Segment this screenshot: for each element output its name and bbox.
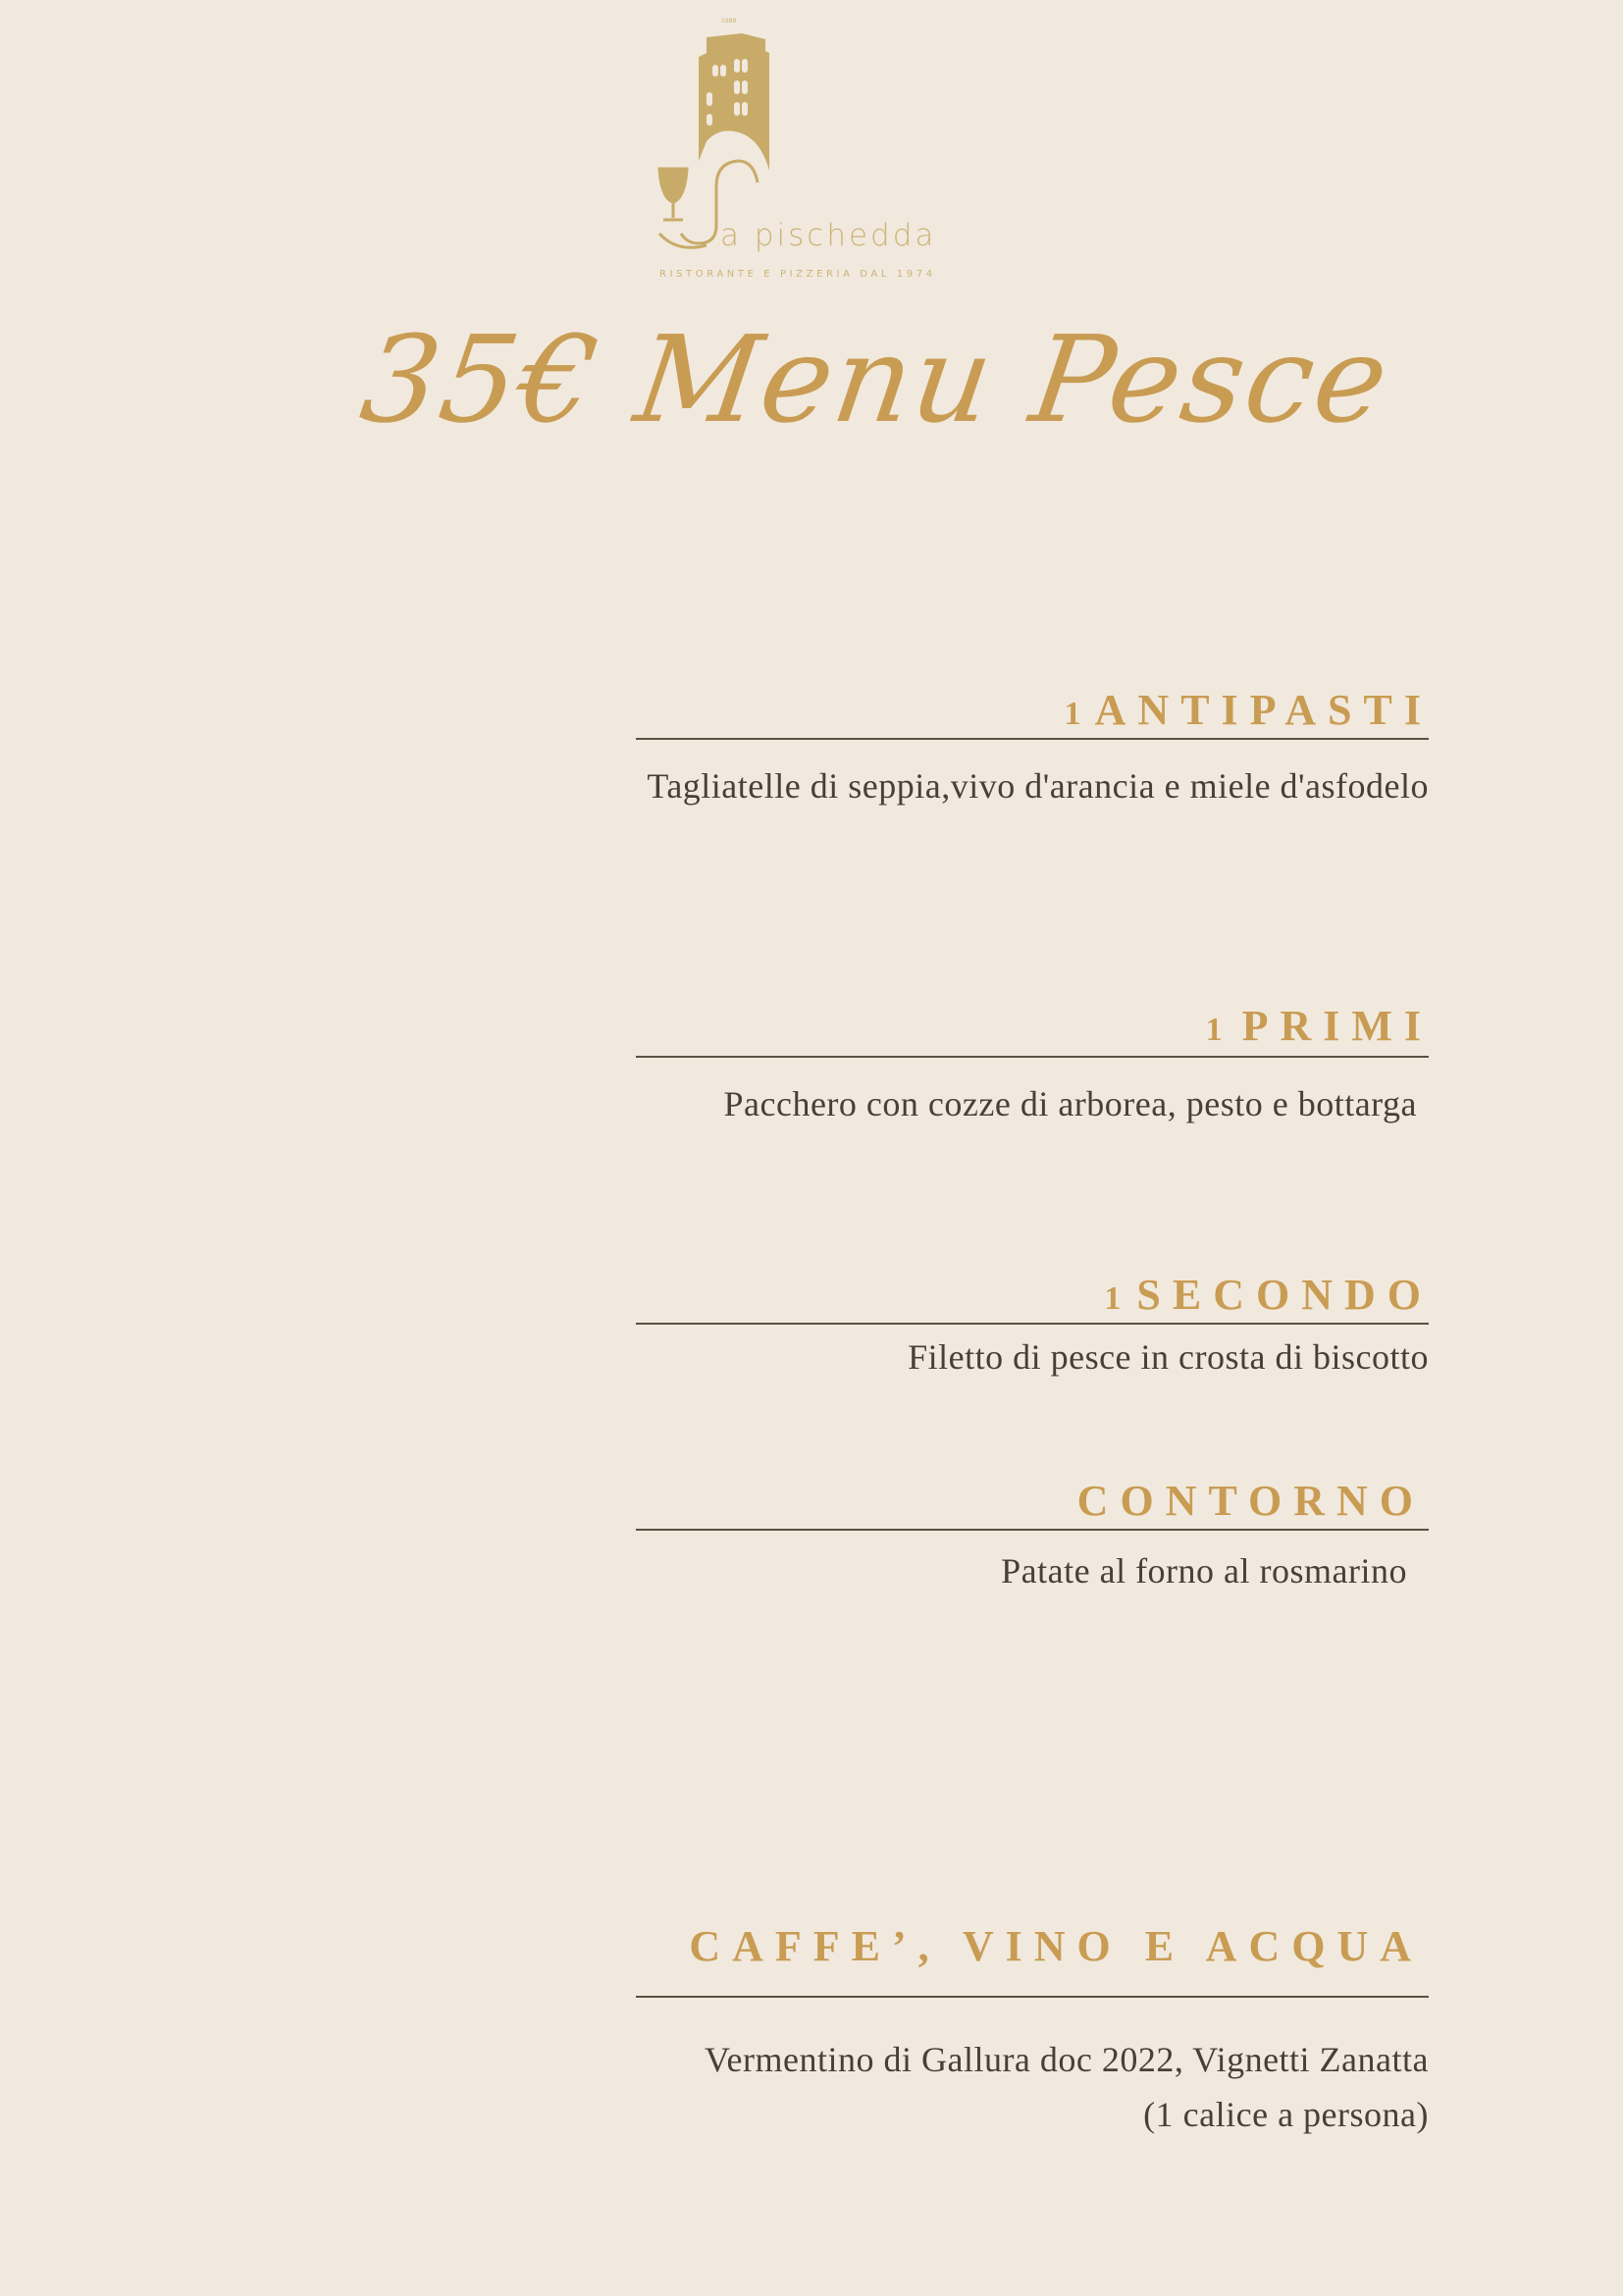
section-number: 1 (1104, 1280, 1122, 1317)
dish-secondo: Filetto di pesce in crosta di biscotto (908, 1337, 1429, 1377)
logo-year: 1988 (721, 18, 737, 25)
section-number: 1 (1205, 1012, 1223, 1048)
restaurant-logo (648, 14, 981, 279)
logo-tagline: RISTORANTE E PIZZERIA DAL 1974 (659, 269, 936, 280)
section-heading-antipasti (1065, 685, 1433, 735)
section-title: ANTIPASTI (1094, 686, 1433, 734)
section-heading-primi (1206, 1001, 1433, 1051)
divider-secondo (636, 1323, 1429, 1325)
menu-title: 35€ Menu Pesce (353, 310, 1398, 449)
dish-contorno: Patate al forno al rosmarino (1001, 1551, 1407, 1591)
divider-contorno (636, 1529, 1429, 1531)
section-title: CONTORNO (1076, 1477, 1425, 1525)
tower-icon (699, 33, 769, 171)
section-title: SECONDO (1136, 1271, 1433, 1319)
dish-bevande-note: (1 calice a persona) (1143, 2095, 1429, 2134)
section-title: PRIMI (1241, 1002, 1433, 1050)
section-heading-bevande (689, 1921, 1423, 1971)
section-heading-secondo (1104, 1270, 1433, 1320)
dish-bevande-wine: Vermentino di Gallura doc 2022, Vignetti Zanatta (705, 2040, 1429, 2079)
section-title: CAFFE’, VINO E ACQUA (689, 1922, 1423, 1970)
divider-bevande (636, 1996, 1429, 1998)
dish-primi: Pacchero con cozze di arborea, pesto e bottarga (723, 1084, 1417, 1123)
logo-name: a pischedda (720, 218, 937, 253)
divider-antipasti (636, 738, 1429, 740)
divider-primi (636, 1056, 1429, 1058)
section-heading-contorno (1077, 1476, 1425, 1526)
section-number: 1 (1064, 696, 1081, 732)
dish-antipasti: Tagliatelle di seppia,vivo d'arancia e miele d'asfodelo (647, 766, 1429, 806)
